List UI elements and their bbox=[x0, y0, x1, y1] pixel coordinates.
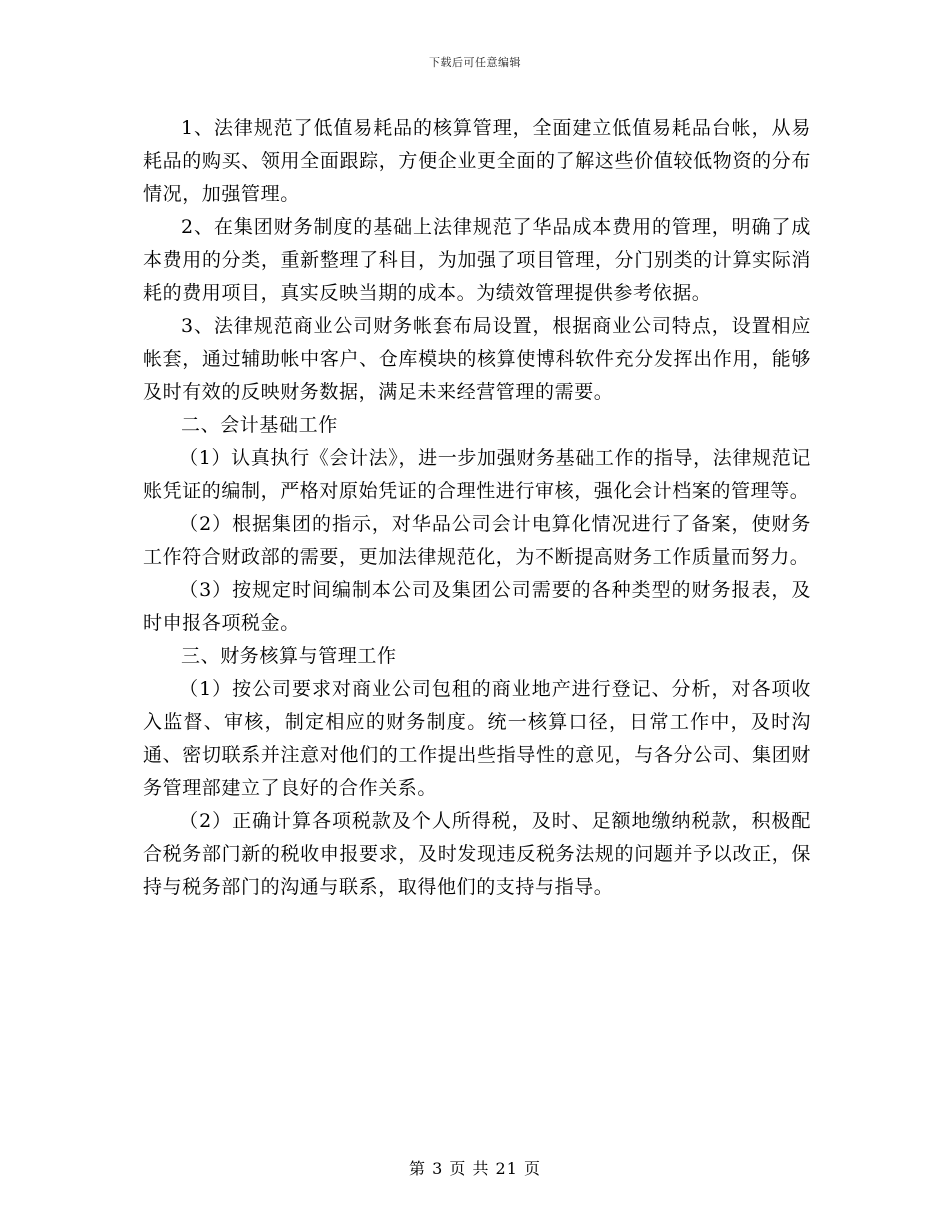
paragraph-accounting-3: （3）按规定时间编制本公司及集团公司需要的各种类型的财务报表，及时申报各项税金。 bbox=[143, 579, 811, 634]
section-heading-financial-accounting: 三、财务核算与管理工作 bbox=[181, 645, 397, 667]
paragraph-financial-1: （1）按公司要求对商业公司包租的商业地产进行登记、分析，对各项收入监督、审核，制定相应的财务制度。统一核算口径，日常工作中，及时沟通、密切联系并注意对他们的工作提出些指导性的意见，与各分公司、集团财务管理部建立了良好的合作关系。 bbox=[143, 678, 811, 799]
paragraph-3: 3、法律规范商业公司财务帐套布局设置，根据商业公司特点，设置相应帐套，通过辅助帐中客户、仓库模块的核算使博科软件充分发挥出作用，能够及时有效的反映财务数据，满足未来经营管理的需要。 bbox=[143, 315, 811, 403]
paragraph-2: 2、在集团财务制度的基础上法律规范了华品成本费用的管理，明确了成本费用的分类，重新整理了科目，为加强了项目管理，分门别类的计算实际消耗的费用项目，真实反映当期的成本。为绩效管理提供参考依据。 bbox=[143, 216, 811, 304]
paragraph-accounting-2: （2）根据集团的指示，对华品公司会计电算化情况进行了备案，使财务工作符合财政部的需要，更加法律规范化，为不断提高财务工作质量而努力。 bbox=[143, 513, 811, 568]
paragraph-1: 1、法律规范了低值易耗品的核算管理，全面建立低值易耗品台帐，从易耗品的购买、领用全面跟踪，方便企业更全面的了解这些价值较低物资的分布情况，加强管理。 bbox=[143, 117, 811, 205]
page-number: 第 3 页 共 21 页 bbox=[409, 1159, 541, 1178]
document-body bbox=[143, 112, 811, 904]
paragraph-accounting-1: （1）认真执行《会计法》，进一步加强财务基础工作的指导，法律规范记账凭证的编制，严格对原始凭证的合理性进行审核，强化会计档案的管理等。 bbox=[143, 447, 811, 502]
page-header: 下载后可任意编辑 bbox=[429, 56, 521, 69]
paragraph-financial-2: （2）正确计算各项税款及个人所得税，及时、足额地缴纳税款，积极配合税务部门新的税收申报要求，及时发现违反税务法规的问题并予以改正，保持与税务部门的沟通与联系，取得他们的支持与指导。 bbox=[143, 810, 811, 898]
section-heading-accounting-basics: 二、会计基础工作 bbox=[181, 414, 338, 436]
